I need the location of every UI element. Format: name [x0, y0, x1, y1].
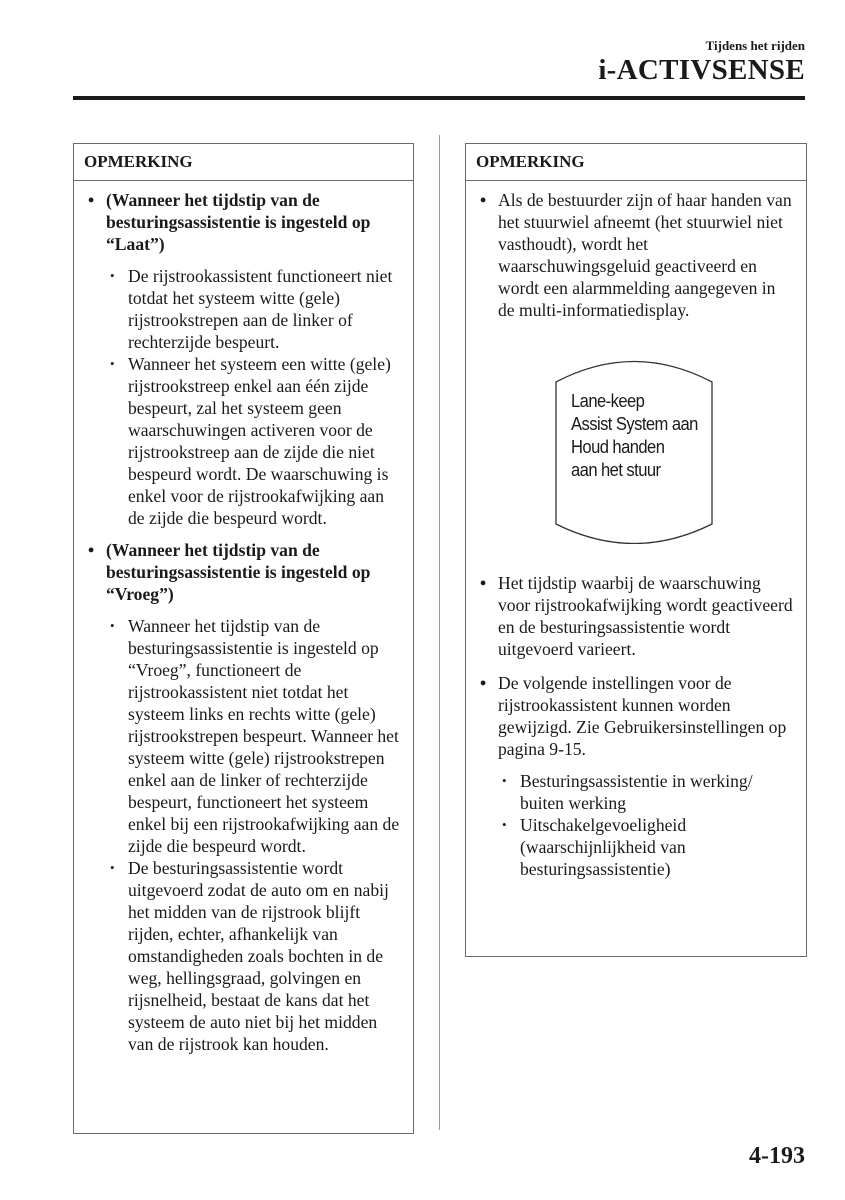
note-title: OPMERKING	[74, 144, 413, 181]
note-item: • Als de bestuurder zijn of haar handen van het stuurwiel afneemt (het stuurwiel niet vasthoudt), wordt het waarschuwingsgeluid geactiveerd en wordt een alarmmelding aangegeven in de multi-informatiedisplay.	[476, 189, 796, 321]
display-message	[571, 390, 698, 482]
display-line: Houd handen	[571, 437, 665, 457]
note-subitem: • Wanneer het systeem een witte (gele) rijstrookstreep enkel aan één zijde bespeurt, zal het systeem geen waarschuwingen activeren voor de rijstrookstreep aan de zijde die niet bespeurd wordt. De waarschuwing is enkel voor de rijstrookafwijking aan de zijde die bespeurd wordt.	[84, 353, 403, 529]
settings-subitem: • Uitschakelgevoeligheid (waarschijnlijkheid van besturingsassistentie)	[476, 814, 796, 880]
note-subitem: • De besturingsassistentie wordt uitgevoerd zodat de auto om en nabij het midden van de rijstrook blijft rijden, echter, afhankelijk van omstandigheden zoals bochten in de weg, hellingsgraad, golvingen en rijsnelheid, bestaat de kans dat het systeem de auto niet bij het midden van de rijstrook kan houden.	[84, 857, 403, 1055]
note-title: OPMERKING	[466, 144, 806, 181]
note-heading-late: • (Wanneer het tijdstip van de besturingsassistentie is ingesteld op “Laat”)	[84, 189, 403, 255]
display-line: Lane-keep	[571, 391, 645, 411]
section-label: Tijdens het rijden	[705, 38, 805, 53]
display-line: Assist System aan	[571, 414, 698, 434]
display-line: aan het stuur	[571, 460, 661, 480]
multi-information-display-illustration	[554, 359, 714, 544]
note-subitem: • De rijstrookassistent functioneert niet totdat het systeem witte (gele) rijstrookstrepen aan de linker of rechterzijde bespeurt.	[84, 265, 403, 353]
page-number: 4-193	[749, 1143, 805, 1169]
note-item: • De volgende instellingen voor de rijstrookassistent kunnen worden gewijzigd. Zie Gebruikersinstellingen op pagina 9-15.	[476, 672, 796, 760]
column-divider	[439, 135, 440, 1130]
settings-subitem: • Besturingsassistentie in werking/ buiten werking	[476, 770, 796, 814]
left-note-box	[73, 143, 414, 1134]
note-subitem: • Wanneer het tijdstip van de besturingsassistentie is ingesteld op “Vroeg”, functioneert de rijstrookassistent niet totdat het systeem links en rechts witte (gele) rijstrookstrepen bespeurt. Wanneer het systeem witte (gele) rijstrookstrepen enkel aan de linker of rechterzijde bespeurt, functioneert het systeem enkel bij een rijstrookafwijking aan de zijde die bespeurd wordt.	[84, 615, 403, 857]
right-note-box	[465, 143, 807, 957]
note-heading-early: • (Wanneer het tijdstip van de besturingsassistentie is ingesteld op “Vroeg”)	[84, 539, 403, 605]
note-item: • Het tijdstip waarbij de waarschuwing voor rijstrookafwijking wordt geactiveerd en de besturingsassistentie wordt uitgevoerd varieert.	[476, 572, 796, 660]
chapter-title: i-ACTIVSENSE	[598, 54, 805, 86]
header-rule	[73, 96, 805, 100]
